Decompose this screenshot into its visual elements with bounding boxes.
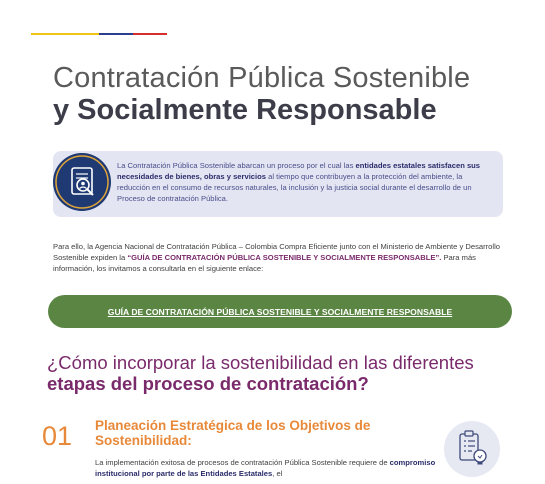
page-title-line-1: Contratación Pública Sostenible bbox=[53, 62, 471, 94]
checklist-lightbulb-icon bbox=[444, 421, 500, 477]
page-title-line-2: y Socialmente Responsable bbox=[53, 94, 437, 126]
step-number: 01 bbox=[42, 421, 73, 451]
intro-text: La Contratación Pública Sostenible abarcan un proceso por el cual las entidades estatales satisfacen sus necesidades de bienes, obras y servicios al tiempo que contribuyen a la protección del ambiente, la reducción en el consumo de recursos naturales, la inclusión y la justicia social durante el desarrollo de un Proceso de contratación Pública. bbox=[117, 161, 481, 203]
flag-bar-blue bbox=[99, 33, 133, 35]
step-title: Planeación Estratégica de los Objetivos de Sostenibilidad: bbox=[95, 418, 371, 448]
guide-link-button[interactable]: GUÍA DE CONTRATACIÓN PÚBLICA SOSTENIBLE Y SOCIALMENTE RESPONSABLE bbox=[48, 295, 512, 328]
document-search-icon bbox=[53, 153, 111, 211]
flag-bar-red bbox=[133, 33, 167, 35]
guide-paragraph: Para ello, la Agencia Nacional de Contratación Pública – Colombia Compra Eficiente junto con el Ministerio de Ambiente y Desarrollo Sostenible expiden la “GUÍA DE CONTRATACIÓN PÚBLICA SOSTENIBLE Y SOCIALMENTE RESPONSABLE”. Para más información, los invitamos a consultarla en el siguiente enlace: bbox=[53, 242, 501, 273]
step-text: La implementación exitosa de procesos de contratación Pública Sostenible requiere de compromiso institucional por parte de las Entidades Estatales, el bbox=[95, 458, 436, 478]
section-heading-line-2: etapas del proceso de contratación? bbox=[47, 373, 369, 394]
flag-bar-yellow bbox=[31, 33, 99, 35]
section-heading-line-1: ¿Cómo incorporar la sostenibilidad en las diferentes bbox=[47, 352, 474, 373]
